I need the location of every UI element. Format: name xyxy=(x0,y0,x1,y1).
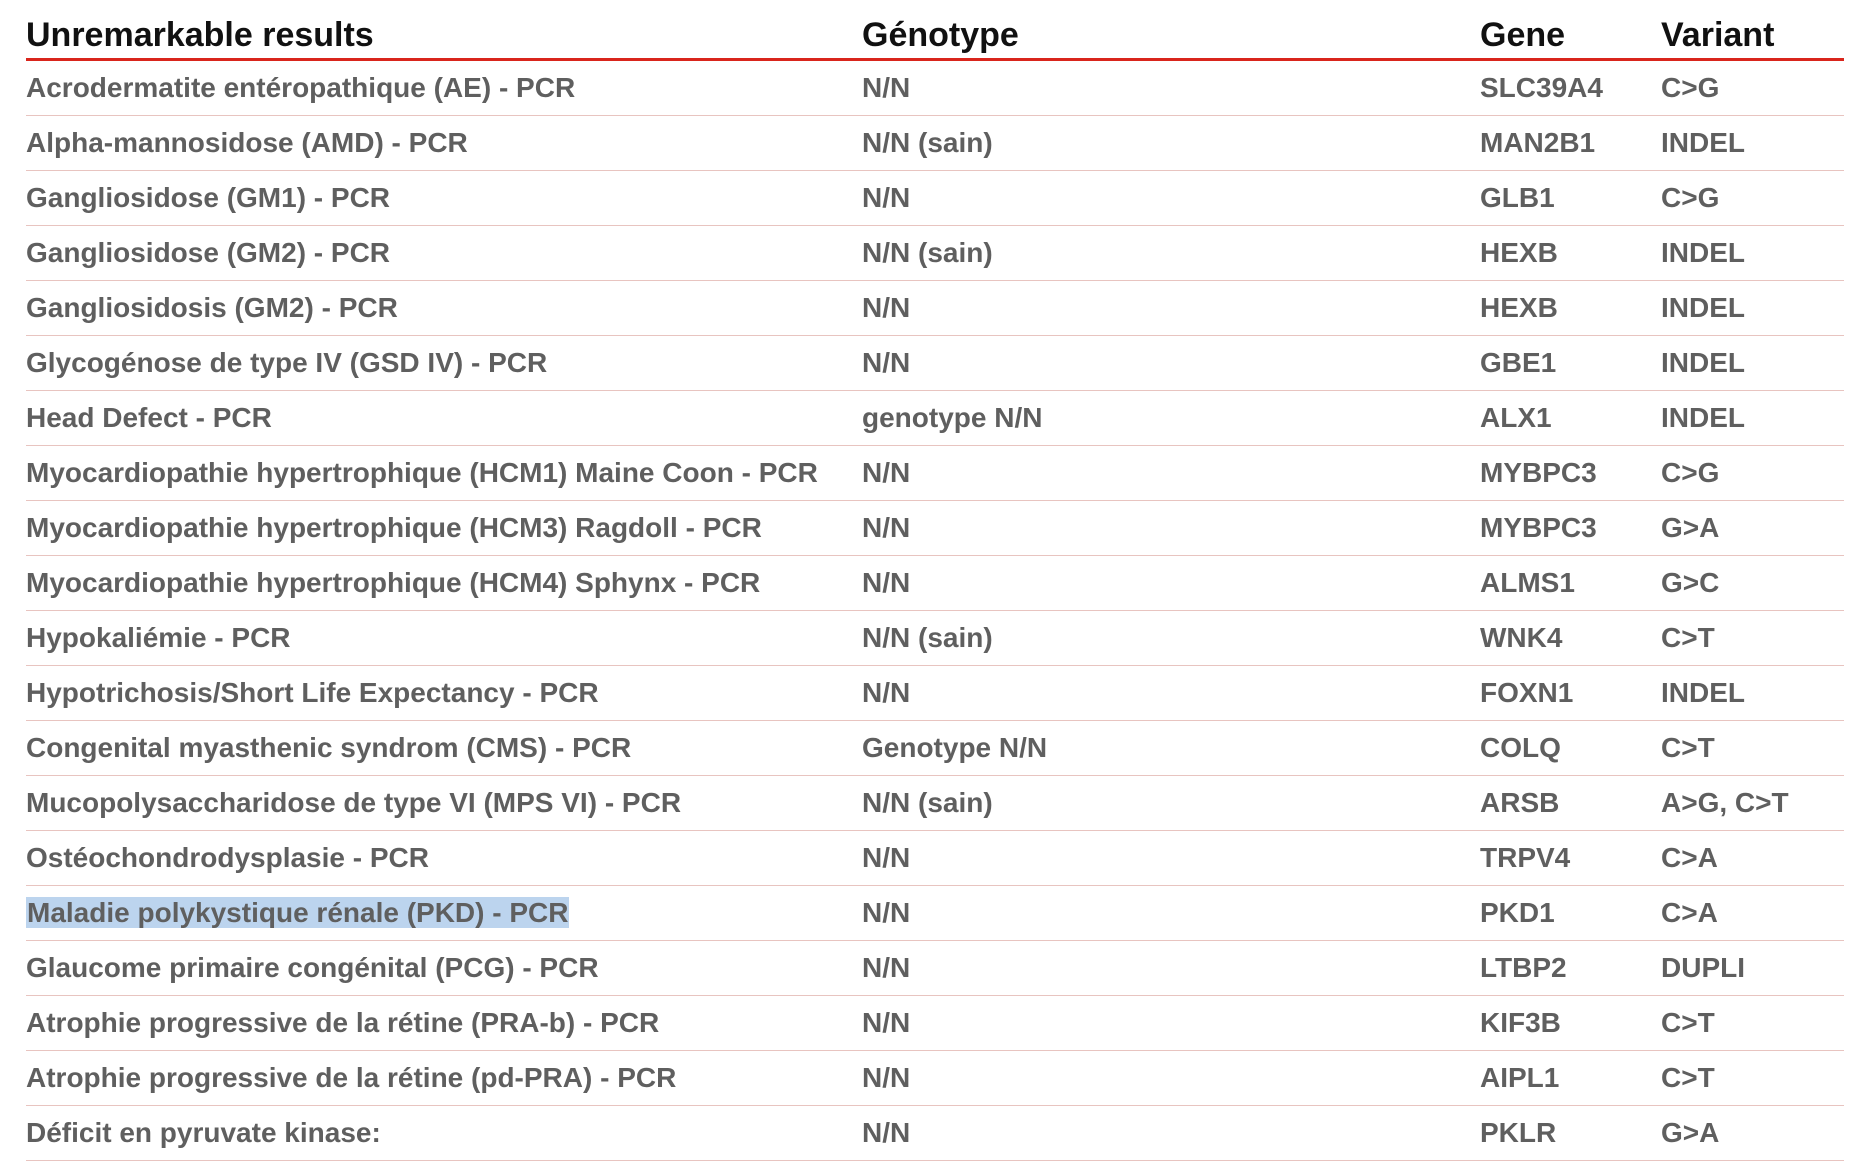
cell-test: Hypokaliémie - PCR xyxy=(26,611,862,666)
cell-variant: INDEL xyxy=(1661,226,1844,281)
table-row xyxy=(26,60,1844,116)
cell-gene: ARSB xyxy=(1480,776,1661,831)
cell-gene: FOXN1 xyxy=(1480,666,1661,721)
table-row xyxy=(26,336,1844,391)
cell-genotype: N/N (sain) xyxy=(862,116,1480,171)
cell-test: Glaucome primaire congénital (PCG) - PCR xyxy=(26,941,862,996)
cell-test: Myocardiopathie hypertrophique (HCM1) Maine Coon - PCR xyxy=(26,446,862,501)
header-genotype: Génotype xyxy=(862,12,1480,60)
cell-variant: C>G xyxy=(1661,60,1844,116)
cell-test: Myocardiopathie hypertrophique (HCM4) Sphynx - PCR xyxy=(26,556,862,611)
cell-gene: GBE1 xyxy=(1480,336,1661,391)
table-row xyxy=(26,1051,1844,1106)
header-test: Unremarkable results xyxy=(26,12,862,60)
cell-genotype: N/N (sain) xyxy=(862,611,1480,666)
cell-genotype: N/N xyxy=(862,886,1480,941)
cell-variant: INDEL xyxy=(1661,281,1844,336)
table-row xyxy=(26,171,1844,226)
cell-genotype: N/N xyxy=(862,996,1480,1051)
cell-genotype: N/N xyxy=(862,941,1480,996)
cell-variant: C>T xyxy=(1661,996,1844,1051)
table-row xyxy=(26,831,1844,886)
cell-test: Hypotrichosis/Short Life Expectancy - PCR xyxy=(26,666,862,721)
table-row xyxy=(26,281,1844,336)
cell-variant: C>T xyxy=(1661,1051,1844,1106)
cell-gene: WNK4 xyxy=(1480,611,1661,666)
table-row xyxy=(26,776,1844,831)
table-row xyxy=(26,226,1844,281)
cell-genotype: Genotype N/N xyxy=(862,721,1480,776)
cell-gene: HEXB xyxy=(1480,226,1661,281)
cell-variant: G>A xyxy=(1661,1106,1844,1161)
header-gene: Gene xyxy=(1480,12,1661,60)
cell-gene: PKLR xyxy=(1480,1106,1661,1161)
cell-genotype: N/N xyxy=(862,336,1480,391)
table-row xyxy=(26,996,1844,1051)
cell-variant: INDEL xyxy=(1661,116,1844,171)
cell-gene: HEXB xyxy=(1480,281,1661,336)
table-row-selected xyxy=(26,886,1844,941)
cell-variant: INDEL xyxy=(1661,336,1844,391)
cell-test: Déficit en pyruvate kinase: xyxy=(26,1106,862,1161)
cell-test: Gangliosidose (GM2) - PCR xyxy=(26,226,862,281)
cell-variant: INDEL xyxy=(1661,666,1844,721)
cell-genotype: N/N xyxy=(862,60,1480,116)
cell-test: Gangliosidose (GM1) - PCR xyxy=(26,171,862,226)
cell-variant: G>A xyxy=(1661,501,1844,556)
cell-gene: COLQ xyxy=(1480,721,1661,776)
table-row xyxy=(26,721,1844,776)
selected-text[interactable]: Maladie polykystique rénale (PKD) - PCR xyxy=(27,897,569,928)
cell-gene: ALMS1 xyxy=(1480,556,1661,611)
cell-genotype: N/N xyxy=(862,1051,1480,1106)
cell-test: Atrophie progressive de la rétine (PRA-b) - PCR xyxy=(26,996,862,1051)
cell-genotype: N/N (sain) xyxy=(862,776,1480,831)
table-row xyxy=(26,611,1844,666)
cell-variant: C>A xyxy=(1661,886,1844,941)
cell-gene: TRPV4 xyxy=(1480,831,1661,886)
results-table xyxy=(26,12,1844,1161)
cell-variant: A>G, C>T xyxy=(1661,776,1844,831)
cell-gene: LTBP2 xyxy=(1480,941,1661,996)
cell-test: Congenital myasthenic syndrom (CMS) - PCR xyxy=(26,721,862,776)
cell-test: Myocardiopathie hypertrophique (HCM3) Ragdoll - PCR xyxy=(26,501,862,556)
cell-gene: MYBPC3 xyxy=(1480,446,1661,501)
table-row xyxy=(26,501,1844,556)
cell-test: Head Defect - PCR xyxy=(26,391,862,446)
cell-test: Alpha-mannosidose (AMD) - PCR xyxy=(26,116,862,171)
cell-genotype: N/N xyxy=(862,831,1480,886)
cell-genotype: N/N xyxy=(862,1106,1480,1161)
cell-variant: INDEL xyxy=(1661,391,1844,446)
cell-variant: C>T xyxy=(1661,721,1844,776)
cell-gene: SLC39A4 xyxy=(1480,60,1661,116)
cell-genotype: N/N xyxy=(862,556,1480,611)
cell-gene: KIF3B xyxy=(1480,996,1661,1051)
cell-variant: DUPLI xyxy=(1661,941,1844,996)
cell-variant: C>T xyxy=(1661,611,1844,666)
cell-variant: C>G xyxy=(1661,446,1844,501)
cell-test: Gangliosidosis (GM2) - PCR xyxy=(26,281,862,336)
header-variant: Variant xyxy=(1661,12,1844,60)
cell-variant: C>G xyxy=(1661,171,1844,226)
cell-genotype: N/N (sain) xyxy=(862,226,1480,281)
table-row xyxy=(26,556,1844,611)
cell-genotype: N/N xyxy=(862,501,1480,556)
cell-test: Acrodermatite entéropathique (AE) - PCR xyxy=(26,60,862,116)
table-row xyxy=(26,666,1844,721)
cell-gene: ALX1 xyxy=(1480,391,1661,446)
table-row xyxy=(26,116,1844,171)
cell-test: Atrophie progressive de la rétine (pd-PRA) - PCR xyxy=(26,1051,862,1106)
cell-gene: MYBPC3 xyxy=(1480,501,1661,556)
cell-variant: G>C xyxy=(1661,556,1844,611)
cell-test: Glycogénose de type IV (GSD IV) - PCR xyxy=(26,336,862,391)
cell-gene: PKD1 xyxy=(1480,886,1661,941)
cell-genotype: N/N xyxy=(862,446,1480,501)
table-row xyxy=(26,391,1844,446)
cell-gene: AIPL1 xyxy=(1480,1051,1661,1106)
cell-genotype: N/N xyxy=(862,171,1480,226)
table-row xyxy=(26,1106,1844,1161)
cell-gene: GLB1 xyxy=(1480,171,1661,226)
cell-test: Mucopolysaccharidose de type VI (MPS VI) - PCR xyxy=(26,776,862,831)
cell-gene: MAN2B1 xyxy=(1480,116,1661,171)
cell-test[interactable] xyxy=(26,886,862,941)
cell-genotype: N/N xyxy=(862,666,1480,721)
results-body xyxy=(26,60,1844,1161)
cell-variant: C>A xyxy=(1661,831,1844,886)
cell-genotype: genotype N/N xyxy=(862,391,1480,446)
table-row xyxy=(26,941,1844,996)
cell-genotype: N/N xyxy=(862,281,1480,336)
cell-test: Ostéochondrodysplasie - PCR xyxy=(26,831,862,886)
header-row xyxy=(26,12,1844,60)
table-row xyxy=(26,446,1844,501)
